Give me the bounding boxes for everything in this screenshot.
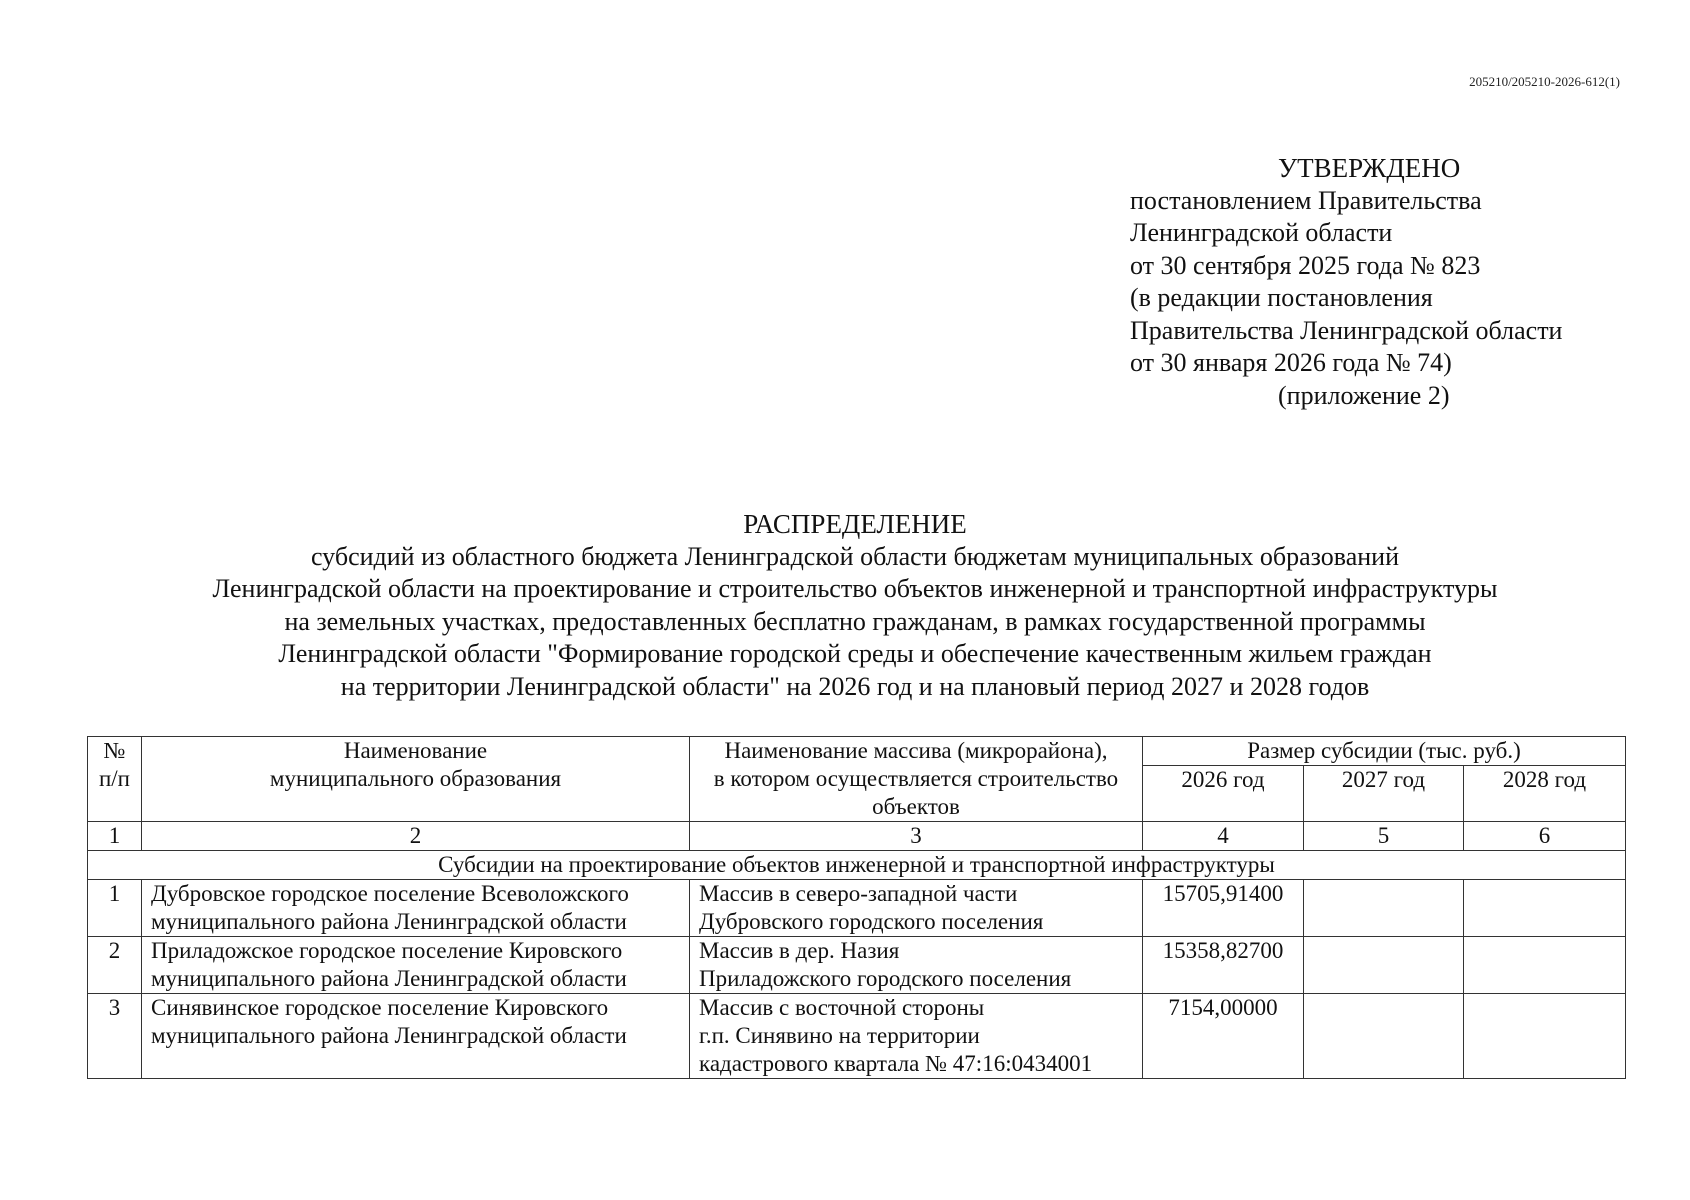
table-row — [88, 937, 1626, 994]
amount-2026: 15705,91400 — [1143, 880, 1304, 937]
row-number: 2 — [88, 937, 142, 994]
approval-line: Правительства Ленинградской области — [1130, 315, 1563, 345]
massiv-cell: Массив в дер. Назия Приладожского городского поселения — [690, 937, 1143, 994]
amount-2027 — [1304, 937, 1464, 994]
municipality-cell: Дубровское городское поселение Всеволожского муниципального района Ленинградской области — [142, 880, 690, 937]
approval-stamp — [1130, 152, 1610, 412]
header-subsidy: Размер субсидии (тыс. руб.) — [1143, 737, 1626, 766]
document-title — [90, 508, 1620, 703]
column-number: 3 — [690, 822, 1143, 851]
amount-2026: 15358,82700 — [1143, 937, 1304, 994]
header-2027: 2027 год — [1304, 766, 1464, 822]
column-number: 2 — [142, 822, 690, 851]
approval-line: (в редакции постановления — [1130, 283, 1433, 312]
approval-heading: УТВЕРЖДЕНО — [1278, 153, 1461, 183]
approval-line: Ленинградской области — [1130, 218, 1393, 247]
section-row — [88, 851, 1626, 880]
column-number: 5 — [1304, 822, 1464, 851]
annex-label: (приложение 2) — [1278, 380, 1450, 410]
title-line: Ленинградской области на проектирование и строительство объектов инженерной и транспортной инфраструктуры — [212, 574, 1498, 603]
title-line: Ленинградской области "Формирование городской среды и обеспечение качественным жильем граждан — [278, 639, 1432, 668]
row-number: 3 — [88, 994, 142, 1079]
amount-2028 — [1464, 880, 1626, 937]
header-row — [88, 737, 1626, 766]
amount-2027 — [1304, 994, 1464, 1079]
title-heading: РАСПРЕДЕЛЕНИЕ — [743, 509, 967, 539]
document-code: 205210/205210-2026-612(1) — [1469, 74, 1620, 89]
title-line: на земельных участках, предоставленных бесплатно гражданам, в рамках государственной программы — [284, 606, 1426, 636]
table-row — [88, 880, 1626, 937]
title-line: субсидий из областного бюджета Ленинградской области бюджетам муниципальных образований — [310, 541, 1399, 571]
amount-2028 — [1464, 937, 1626, 994]
municipality-cell: Синявинское городское поселение Кировского муниципального района Ленинградской области — [142, 994, 690, 1079]
approval-line: от 30 сентября 2025 года № 823 — [1130, 250, 1481, 280]
municipality-cell: Приладожское городское поселение Кировского муниципального района Ленинградской области — [142, 937, 690, 994]
section-heading: Субсидии на проектирование объектов инженерной и транспортной инфраструктуры — [88, 851, 1626, 880]
header-2026: 2026 год — [1143, 766, 1304, 822]
subsidy-table — [87, 736, 1626, 1079]
table-row — [88, 994, 1626, 1079]
title-line: на территории Ленинградской области" на 2026 год и на плановый период 2027 и 2028 годов — [340, 671, 1370, 701]
massiv-cell: Массив с восточной стороны г.п. Синявино на территории кадастрового квартала № 47:16:0434001 — [690, 994, 1143, 1079]
approval-line: от 30 января 2026 года № 74) — [1130, 348, 1452, 377]
header-num: № п/п — [88, 737, 142, 822]
header-municipality: Наименование муниципального образования — [142, 737, 690, 822]
column-number: 6 — [1464, 822, 1626, 851]
amount-2026: 7154,00000 — [1143, 994, 1304, 1079]
approval-line: постановлением Правительства — [1130, 185, 1482, 215]
header-2028: 2028 год — [1464, 766, 1626, 822]
header-massiv: Наименование массива (микрорайона), в котором осуществляется строительство объектов — [690, 737, 1143, 822]
column-number: 1 — [88, 822, 142, 851]
amount-2028 — [1464, 994, 1626, 1079]
column-number: 4 — [1143, 822, 1304, 851]
row-number: 1 — [88, 880, 142, 937]
column-numbers-row — [88, 822, 1626, 851]
massiv-cell: Массив в северо-западной части Дубровского городского поселения — [690, 880, 1143, 937]
amount-2027 — [1304, 880, 1464, 937]
